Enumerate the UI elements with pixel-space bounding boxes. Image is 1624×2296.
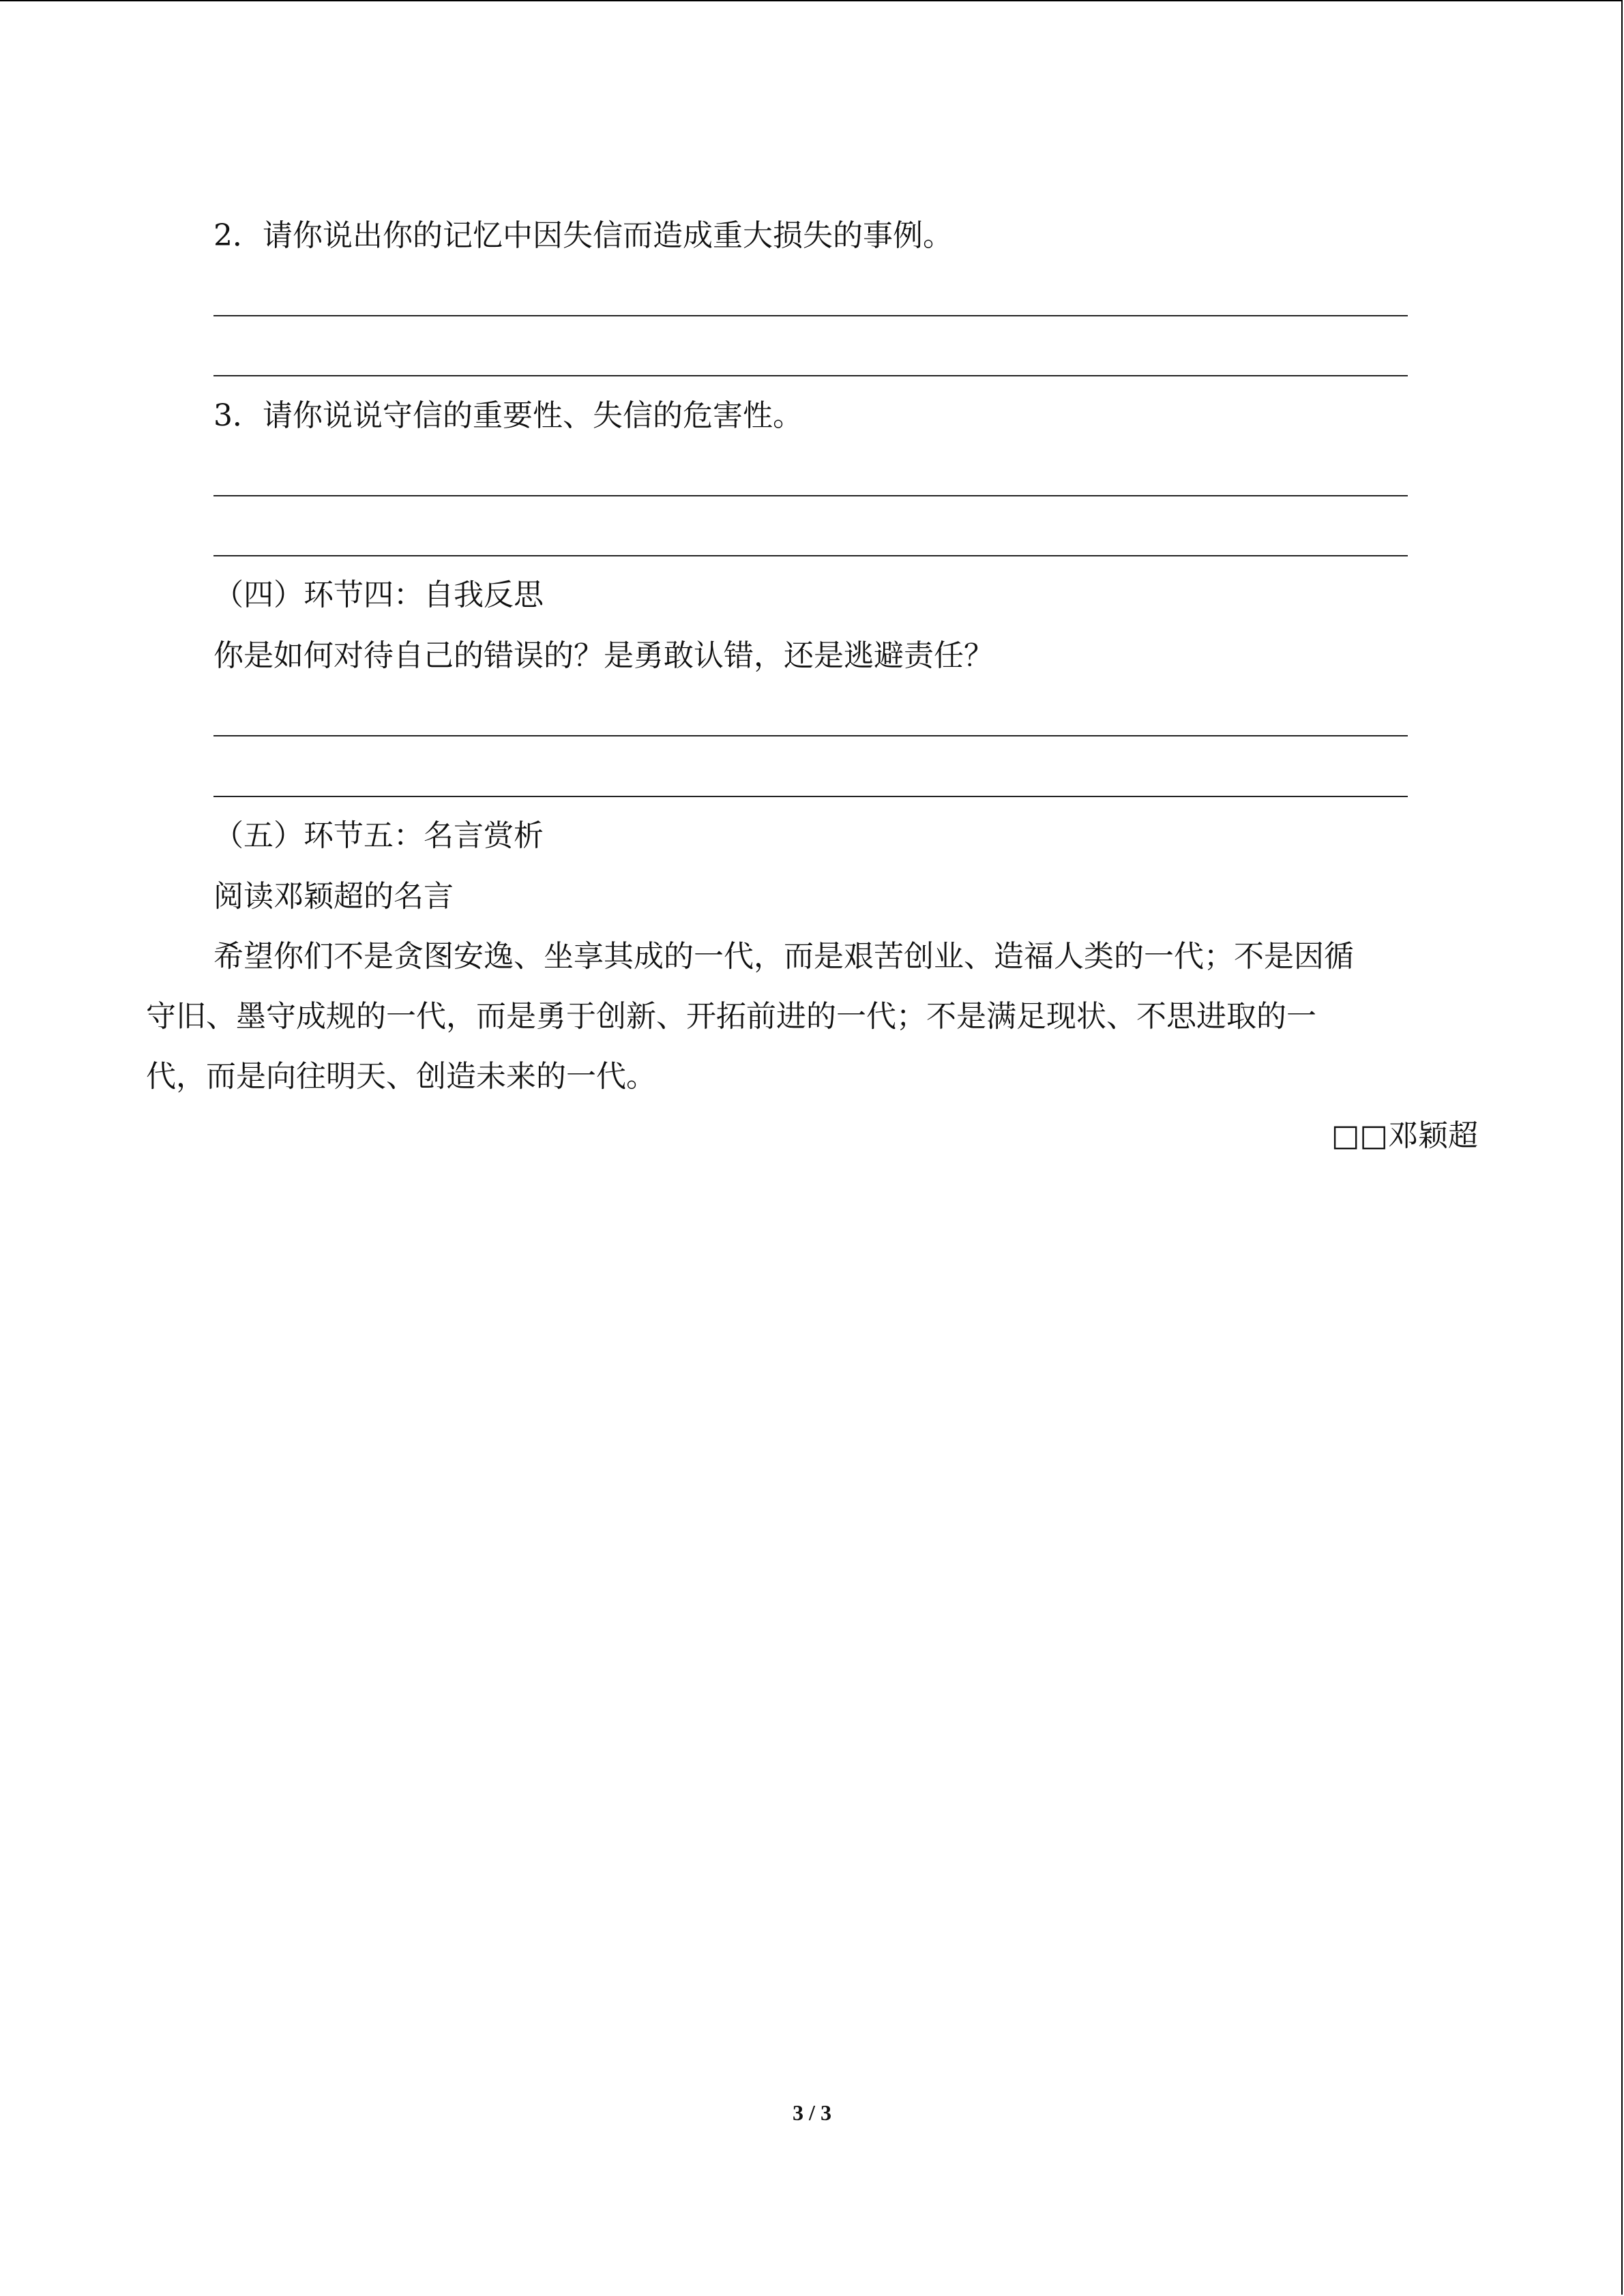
- quote-line-2: 守旧、墨守成规的一代，而是勇于创新、开拓前进的一代；不是满足现状、不思进取的一: [146, 999, 1316, 1034]
- question-3: 3．请你说说守信的重要性、失信的危害性。: [213, 398, 803, 433]
- answer-line[interactable]: [213, 315, 1408, 316]
- answer-line[interactable]: [213, 735, 1408, 736]
- question-2: 2．请你说出你的记忆中因失信而造成重大损失的事例。: [213, 218, 953, 253]
- answer-line[interactable]: [213, 555, 1408, 556]
- quote-signature: □□邓颖超: [1331, 1118, 1478, 1153]
- quote-line-3: 代，而是向往明天、创造未来的一代。: [146, 1059, 656, 1094]
- answer-line[interactable]: [213, 375, 1408, 376]
- page-number: 3 / 3: [793, 2100, 831, 2125]
- quote-line-1: 希望你们不是贪图安逸、坐享其成的一代，而是艰苦创业、造福人类的一代；不是因循: [213, 939, 1354, 974]
- section-5-intro: 阅读邓颖超的名言: [213, 879, 454, 914]
- answer-line[interactable]: [213, 495, 1408, 496]
- section-4-question: 你是如何对待自己的错误的？是勇敢认错，还是逃避责任？: [213, 638, 994, 673]
- section-5-title: （五）环节五：名言赏析: [213, 818, 544, 853]
- section-4-title: （四）环节四：自我反思: [213, 578, 544, 612]
- answer-line[interactable]: [213, 796, 1408, 797]
